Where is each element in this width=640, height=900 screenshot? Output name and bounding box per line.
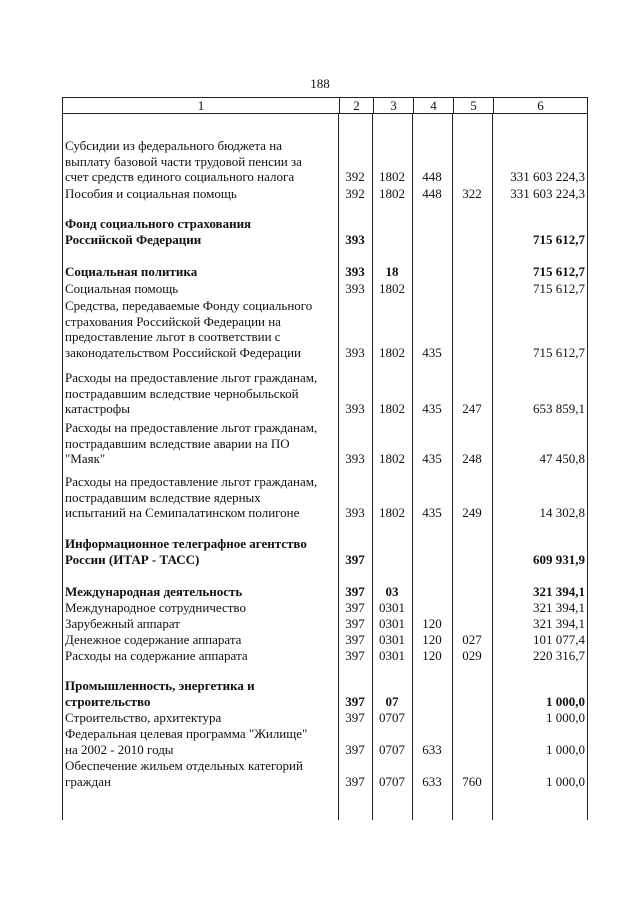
row-description-line: "Маяк" (65, 451, 106, 466)
row-description-line: Субсидии из федерального бюджета на (65, 138, 283, 153)
page-number: 188 (310, 76, 330, 91)
amount: 47 450,8 (539, 451, 585, 466)
table-row (62, 186, 588, 202)
table-row (62, 281, 588, 297)
header-col-1: 1 (197, 98, 205, 113)
ministry-code: 392 (345, 186, 365, 201)
row-description (65, 264, 337, 280)
table-header (62, 97, 588, 114)
row-description (65, 632, 337, 648)
row-description (65, 710, 337, 726)
row-description (65, 420, 337, 467)
target-article-code: 120 (422, 648, 442, 663)
ministry-code: 397 (345, 584, 365, 599)
expense-type-code: 322 (462, 186, 482, 201)
row-description-line: Расходы на предоставление льгот гражданам, (65, 420, 318, 435)
amount: 1 000,0 (546, 773, 585, 789)
ministry-code: 397 (345, 693, 365, 709)
section-code: 07 (385, 693, 399, 709)
amount: 321 394,1 (533, 616, 585, 631)
row-description-line: Федеральная целевая программа "Жилище" (65, 726, 308, 741)
target-article-code: 120 (422, 616, 442, 631)
section-code: 03 (385, 584, 399, 599)
row-description-line: законодательством Российской Федерации (65, 344, 301, 360)
table-row (62, 584, 588, 600)
table-row (62, 678, 588, 709)
row-description (65, 726, 337, 757)
row-description (65, 678, 337, 709)
section-code: 1802 (379, 169, 405, 184)
row-description-line: Промышленность, энергетика и (65, 678, 255, 693)
table-row (62, 710, 588, 726)
table-row (62, 264, 588, 280)
ministry-code: 397 (345, 551, 365, 567)
table-row (62, 138, 588, 185)
table-row (62, 632, 588, 648)
row-description-line: Расходы на содержание аппарата (65, 648, 248, 663)
section-code: 1802 (379, 451, 405, 466)
ministry-code: 393 (345, 505, 365, 520)
section-code: 1802 (379, 281, 405, 296)
table-row (62, 648, 588, 664)
row-description-line: Средства, передаваемые Фонду социального (65, 298, 313, 313)
row-description (65, 474, 337, 521)
amount: 609 931,9 (533, 551, 585, 567)
header-col-4: 4 (413, 98, 453, 113)
row-description (65, 616, 337, 632)
table-row (62, 600, 588, 616)
amount: 220 316,7 (533, 648, 585, 663)
row-description-line: Расходы на предоставление льгот гражданам, (65, 474, 318, 489)
table-row (62, 474, 588, 521)
table-row (62, 726, 588, 757)
ministry-code: 393 (345, 231, 365, 247)
amount: 321 394,1 (533, 584, 585, 599)
row-description (65, 758, 337, 789)
row-description-line: России (ИТАР - ТАСС) (65, 551, 200, 567)
ministry-code: 393 (345, 451, 365, 466)
section-code: 1802 (379, 344, 405, 360)
row-description-line: Международное сотрудничество (65, 600, 246, 615)
row-description-line: Расходы на предоставление льгот гражданам, (65, 370, 318, 385)
ministry-code: 397 (345, 600, 365, 615)
row-description-line: граждан (65, 773, 111, 789)
row-description-line: на 2002 - 2010 годы (65, 741, 174, 757)
row-description-line: Обеспечение жильем отдельных категорий (65, 758, 303, 773)
ministry-code: 397 (345, 616, 365, 631)
target-article-code: 435 (422, 505, 442, 520)
amount: 14 302,8 (539, 505, 585, 520)
row-description (65, 216, 337, 247)
ministry-code: 397 (345, 710, 365, 725)
amount: 331 603 224,3 (510, 169, 585, 184)
table-row (62, 616, 588, 632)
section-code: 1802 (379, 186, 405, 201)
row-description-line: Фонд социального страхования (65, 216, 252, 231)
row-description-line: Денежное содержание аппарата (65, 632, 242, 647)
row-description-line: Информационное телеграфное агентство (65, 536, 307, 551)
section-code: 0301 (379, 632, 405, 647)
amount: 331 603 224,3 (510, 186, 585, 201)
ministry-code: 397 (345, 773, 365, 789)
table-row (62, 536, 588, 567)
row-description-line: катастрофы (65, 401, 130, 416)
ministry-code: 393 (345, 344, 365, 360)
table-row (62, 758, 588, 789)
row-description-line: Социальная политика (65, 264, 198, 279)
row-description-line: Социальная помощь (65, 281, 179, 296)
target-article-code: 448 (422, 186, 442, 201)
expense-type-code: 249 (462, 505, 482, 520)
table-row (62, 420, 588, 467)
section-code: 0301 (379, 600, 405, 615)
row-description (65, 281, 337, 297)
ministry-code: 392 (345, 169, 365, 184)
target-article-code: 435 (422, 344, 442, 360)
ministry-code: 393 (345, 264, 365, 279)
row-description-line: строительство (65, 693, 151, 709)
expense-type-code: 248 (462, 451, 482, 466)
expense-type-code: 027 (462, 632, 482, 647)
target-article-code: 448 (422, 169, 442, 184)
amount: 653 859,1 (533, 401, 585, 416)
row-description-line: Российской Федерации (65, 231, 202, 247)
expense-type-code: 760 (462, 773, 482, 789)
row-description (65, 648, 337, 664)
row-description-line: пострадавшим вследствие ядерных (65, 489, 261, 505)
row-description-line: Зарубежный аппарат (65, 616, 180, 631)
ministry-code: 393 (345, 401, 365, 416)
section-code: 18 (385, 264, 399, 279)
row-description-line: Международная деятельность (65, 584, 243, 599)
row-description (65, 584, 337, 600)
amount: 1 000,0 (546, 710, 585, 725)
section-code: 0301 (379, 648, 405, 663)
target-article-code: 633 (422, 773, 442, 789)
row-description (65, 536, 337, 567)
row-description (65, 186, 337, 202)
table-row (62, 298, 588, 360)
section-code: 1802 (379, 401, 405, 416)
row-description (65, 298, 337, 360)
target-article-code: 120 (422, 632, 442, 647)
table-row (62, 216, 588, 247)
row-description-line: страхования Российской Федерации на (65, 313, 281, 329)
table-row (62, 370, 588, 417)
section-code: 0707 (379, 710, 405, 725)
section-code: 0301 (379, 616, 405, 631)
row-description (65, 138, 337, 185)
amount: 715 612,7 (533, 264, 585, 279)
expense-type-code: 029 (462, 648, 482, 663)
row-description (65, 600, 337, 616)
header-col-5: 5 (453, 98, 493, 113)
target-article-code: 435 (422, 401, 442, 416)
target-article-code: 633 (422, 741, 442, 757)
amount: 715 612,7 (533, 231, 585, 247)
header-col-3: 3 (373, 98, 413, 113)
ministry-code: 397 (345, 632, 365, 647)
row-description (65, 370, 337, 417)
row-description-line: выплату базовой части трудовой пенсии за (65, 153, 302, 169)
row-description-line: испытаний на Семипалатинском полигоне (65, 505, 300, 520)
amount: 101 077,4 (533, 632, 585, 647)
section-code: 1802 (379, 505, 405, 520)
row-description-line: счет средств единого социального налога (65, 169, 295, 184)
amount: 1 000,0 (546, 741, 585, 757)
amount: 715 612,7 (533, 344, 585, 360)
row-description-line: пострадавшим вследствие аварии на ПО (65, 435, 290, 451)
expense-type-code: 247 (462, 401, 482, 416)
amount: 715 612,7 (533, 281, 585, 296)
target-article-code: 435 (422, 451, 442, 466)
header-col-2: 2 (339, 98, 373, 113)
section-code: 0707 (379, 773, 405, 789)
row-description-line: Пособия и социальная помощь (65, 186, 237, 201)
amount: 321 394,1 (533, 600, 585, 615)
section-code: 0707 (379, 741, 405, 757)
amount: 1 000,0 (546, 693, 585, 709)
row-description-line: предоставление льгот в соответствии с (65, 329, 281, 344)
ministry-code: 397 (345, 648, 365, 663)
row-description-line: Строительство, архитектура (65, 710, 222, 725)
ministry-code: 397 (345, 741, 365, 757)
row-description-line: пострадавшим вследствие чернобыльской (65, 385, 299, 401)
header-col-6: 6 (493, 98, 587, 113)
ministry-code: 393 (345, 281, 365, 296)
